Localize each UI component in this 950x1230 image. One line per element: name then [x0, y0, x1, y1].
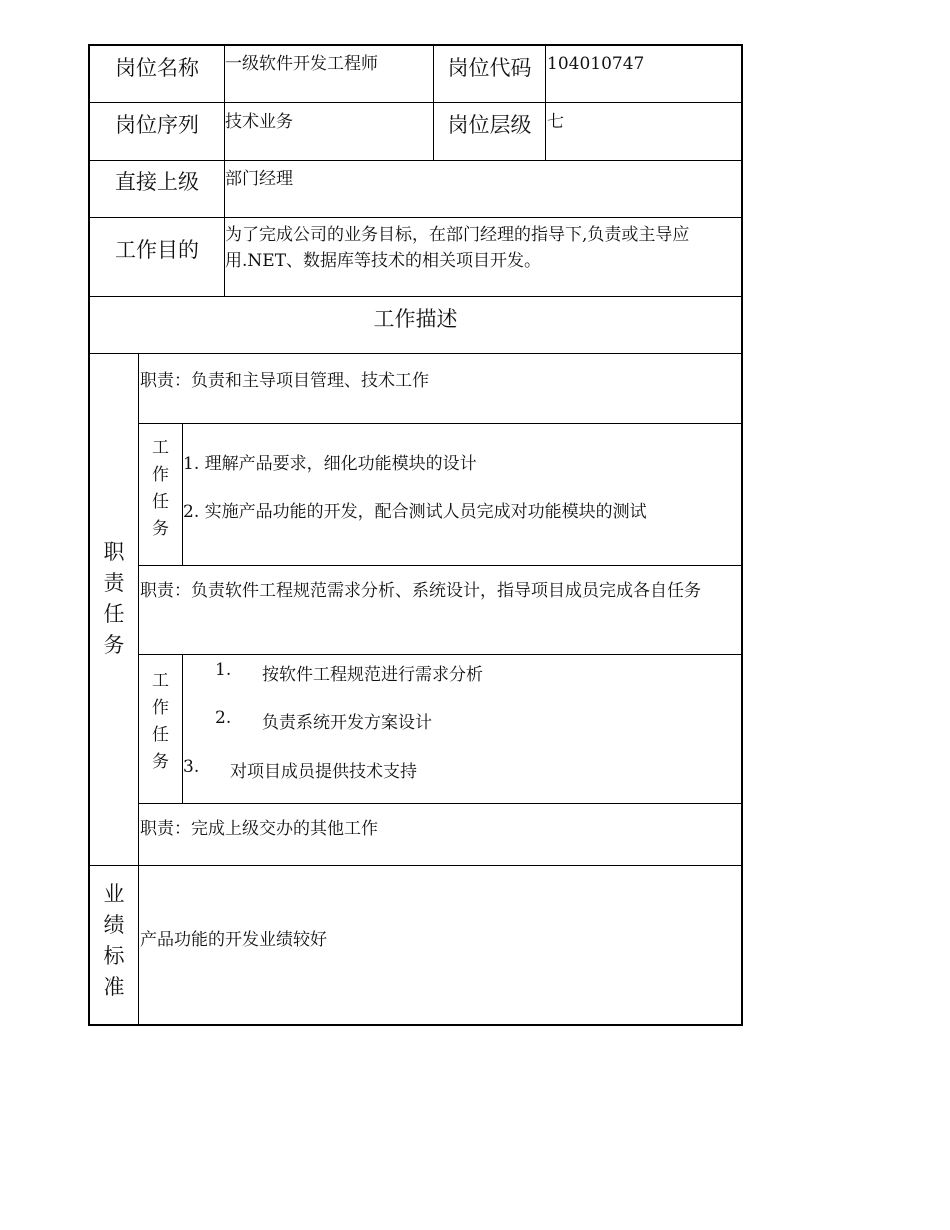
duty-1-task-1: 1. 理解产品要求，细化功能模块的设计 [183, 454, 477, 474]
supervisor-value: 部门经理 [225, 169, 293, 189]
divider [88, 296, 743, 297]
duty-1-task-2: 2. 实施产品功能的开发，配合测试人员完成对功能模块的测试 [183, 502, 647, 522]
position-level-label: 岗位层级 [447, 113, 532, 137]
border-top [88, 44, 743, 46]
duty-2: 职责：负责软件工程规范需求分析、系统设计，指导项目成员完成各自任务 [140, 581, 701, 601]
divider [182, 423, 183, 565]
duty-2-task-3: 对项目成员提供技术支持 [230, 762, 417, 782]
duty-3: 职责：完成上级交办的其他工作 [140, 819, 378, 839]
task-label-char: 务 [152, 519, 169, 539]
divider [138, 423, 743, 424]
task-label [139, 668, 182, 776]
divider [88, 102, 743, 103]
task-label-char: 工 [152, 438, 169, 458]
divider [88, 160, 743, 161]
position-series-value: 技术业务 [225, 112, 293, 132]
position-series-label: 岗位序列 [115, 113, 199, 137]
task-label-char: 任 [152, 725, 169, 745]
task-label-char: 作 [152, 698, 169, 718]
divider [182, 654, 183, 803]
performance-label-char: 标 [103, 944, 125, 968]
divider [88, 353, 743, 354]
divider [88, 865, 743, 866]
duty-2-task-3-number: 3. [183, 757, 200, 777]
task-label-char: 作 [152, 465, 169, 485]
duty-2-task-2: 负责系统开发方案设计 [262, 713, 432, 733]
performance-label-char: 准 [103, 975, 125, 999]
duties-label-char: 责 [103, 571, 125, 595]
performance-value: 产品功能的开发业绩较好 [140, 930, 327, 950]
divider [138, 565, 743, 566]
supervisor-label: 直接上级 [115, 170, 199, 194]
duty-2-task-1-number: 1. [215, 660, 232, 680]
divider [138, 803, 743, 804]
performance-label-char: 绩 [103, 913, 125, 937]
divider [138, 654, 743, 655]
position-code-value: 104010747 [547, 54, 645, 74]
work-description-title: 工作描述 [373, 307, 458, 331]
divider [545, 44, 546, 160]
task-label-char: 任 [152, 492, 169, 512]
duties-label-char: 务 [103, 633, 125, 657]
divider [88, 217, 743, 218]
duties-label-char: 任 [103, 602, 125, 626]
task-label-char: 工 [152, 671, 169, 691]
task-label-char: 务 [152, 752, 169, 772]
purpose-label: 工作目的 [115, 238, 199, 262]
position-level-value: 七 [547, 112, 564, 132]
position-name-value: 一级软件开发工程师 [225, 54, 378, 74]
purpose-value: 为了完成公司的业务目标，在部门经理的指导下,负责或主导应用.NET、数据库等技术的相关项目开发。 [225, 225, 690, 271]
duties-label [90, 537, 138, 661]
performance-label-char: 业 [103, 882, 125, 906]
border-right [741, 44, 743, 1026]
duty-2-task-2-number: 2. [215, 708, 232, 728]
duties-label-char: 职 [103, 540, 125, 564]
position-code-label: 岗位代码 [447, 56, 532, 80]
duty-1: 职责：负责和主导项目管理、技术工作 [140, 371, 429, 391]
border-bottom [88, 1024, 743, 1026]
performance-label [90, 879, 138, 1003]
task-label [139, 435, 182, 543]
position-name-label: 岗位名称 [115, 56, 199, 80]
duty-2-task-1: 按软件工程规范进行需求分析 [262, 665, 483, 685]
